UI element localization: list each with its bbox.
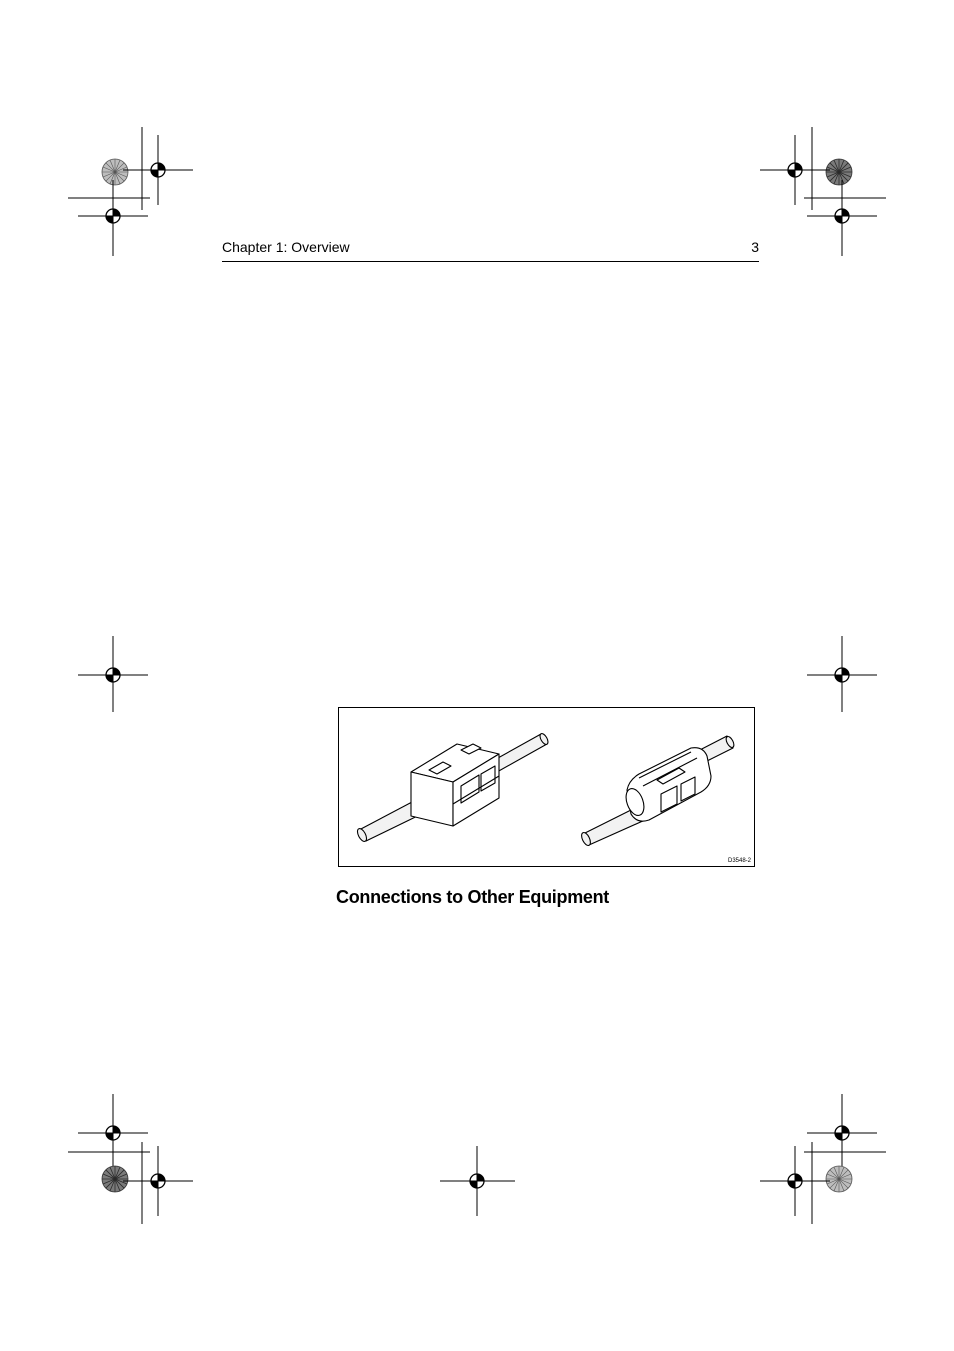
page-number: 3 xyxy=(751,239,759,255)
registration-mark-icon xyxy=(123,1146,193,1216)
registration-mark-icon xyxy=(760,135,830,205)
running-head xyxy=(222,238,759,262)
chapter-label: Chapter 1: Overview xyxy=(222,239,350,255)
color-target-icon xyxy=(102,1166,128,1192)
color-target-icon xyxy=(102,159,128,185)
color-target-icon xyxy=(826,159,852,185)
registration-mark-icon xyxy=(760,1146,830,1216)
square-ferrite-icon xyxy=(356,732,550,843)
ferrite-figure xyxy=(338,707,755,867)
ferrite-illustration xyxy=(339,708,756,868)
figure-code: D3548-2 xyxy=(727,858,751,864)
section-heading: Connections to Other Equipment xyxy=(336,887,609,907)
color-target-icon xyxy=(826,1166,852,1192)
registration-mark-icon xyxy=(123,135,193,205)
round-ferrite-icon xyxy=(580,735,736,847)
